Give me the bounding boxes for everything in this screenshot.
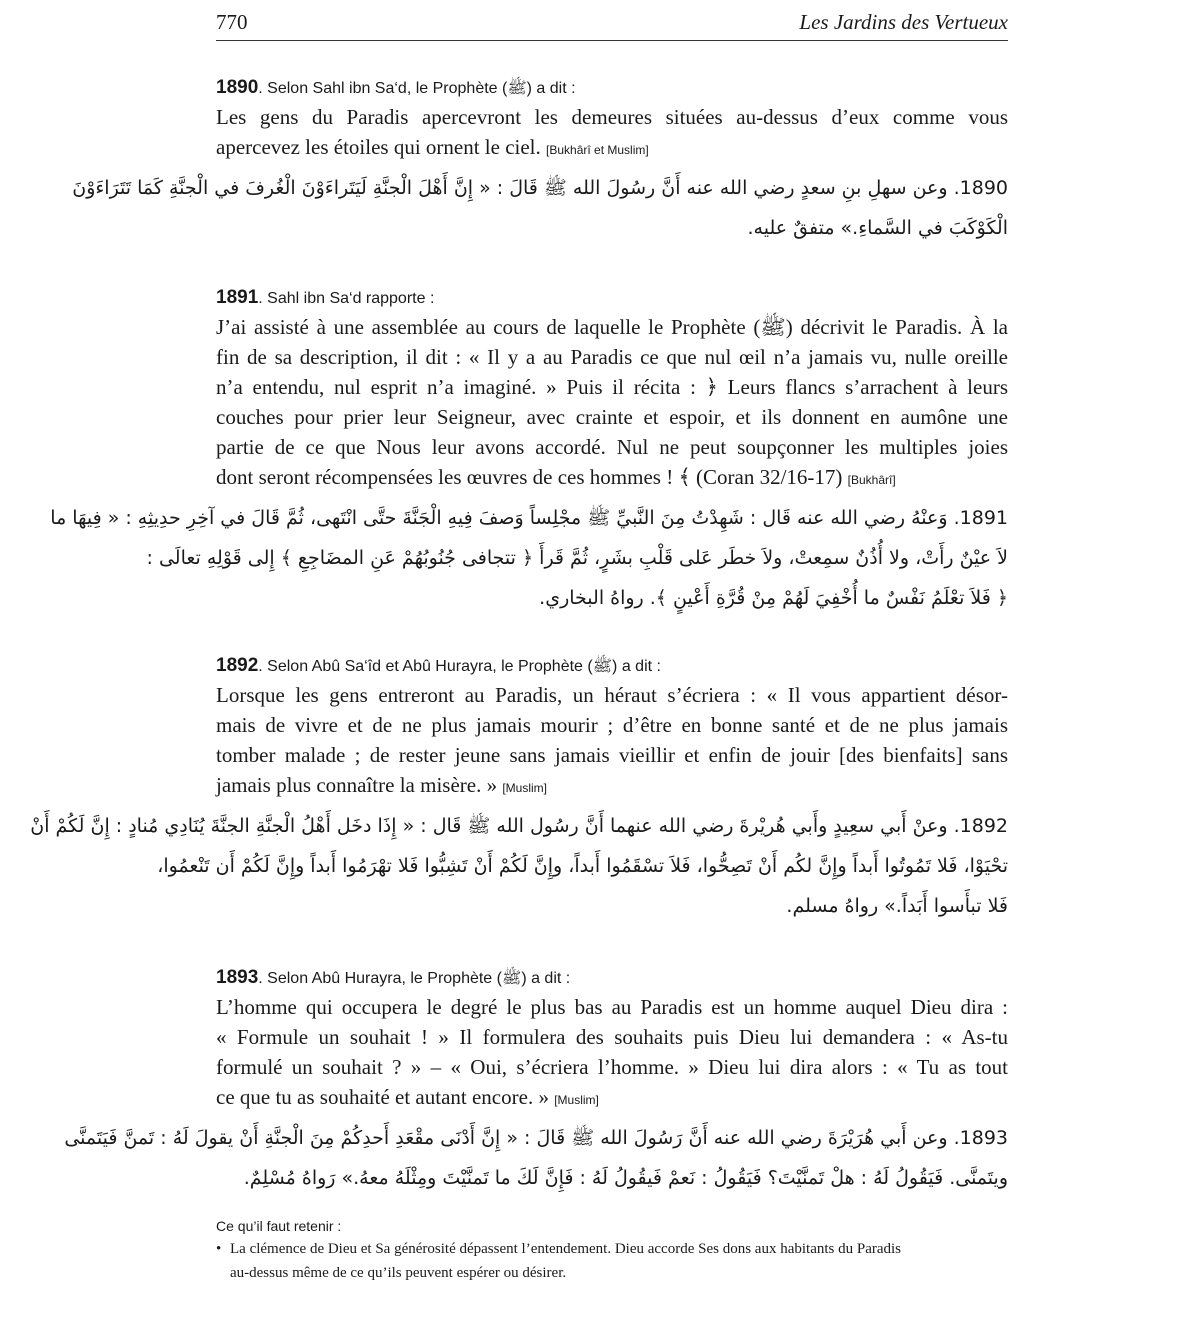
- arabic-line: فَلا تبأَسوا أَبَداً.» رواهُ مسلم.: [786, 895, 1008, 917]
- french-line: [216, 432, 1008, 462]
- french-text: n’a entendu, nul esprit n’a imaginé. » Puis il récita : ﴿ Leurs flancs s’arrachent à leurs: [216, 375, 1008, 399]
- french-text: L’homme qui occupera le degré le plus bas au Paradis est un homme auquel Dieu dira :: [216, 995, 1008, 1019]
- running-title: Les Jardins des Vertueux: [799, 10, 1008, 34]
- french-line: [216, 680, 1008, 710]
- french-line: [216, 1022, 1008, 1052]
- french-line: [216, 342, 1008, 372]
- french-line: [216, 740, 1008, 770]
- french-text: Lorsque les gens entreront au Paradis, un héraut s’écriera : « Il vous appartient désor-: [216, 683, 1008, 707]
- bullet-icon: •: [216, 1241, 222, 1257]
- french-text: « Formule un souhait ! » Il formulera des souhaits puis Dieu lui demandera : « As-tu: [216, 1025, 1008, 1049]
- french-line: [216, 462, 1008, 492]
- french-text: fin de sa description, il dit : « Il y a au Paradis ce que nul œil n’a jamais vu, nulle oreille: [216, 345, 1008, 369]
- french-text: Les gens du Paradis apercevront les demeures situées au-dessus d’eux comme vous: [216, 105, 1008, 129]
- retenir-item: [216, 1237, 1008, 1285]
- retenir-title: Ce qu’il faut retenir :: [216, 1218, 342, 1234]
- french-line: [216, 372, 1008, 402]
- french-text: tomber malade ; de rester jeune sans jamais vieillir et enfin de jouir [des bienfaits] sans: [216, 743, 1008, 767]
- retenir-line: La clémence de Dieu et Sa générosité dépassent l’entendement. Dieu accorde Ses dons aux habitants du Paradis: [230, 1241, 902, 1257]
- hadith-heading: [216, 286, 1008, 312]
- arabic-line: ﴿ فَلاَ تعْلَمُ نَفْسٌ ما أُخْفِيَ لَهُمْ مِنْ قُرَّةِ أَعْينٍ ﴾. رواهُ البخاري.: [539, 587, 1008, 609]
- french-text: dont seront récompensées les œuvres de ces hommes ! ﴾ (Coran 32/16-17): [216, 465, 843, 489]
- hadith-number: 1893: [216, 967, 259, 988]
- hadith-1891: [50, 286, 1008, 618]
- french-line: [216, 992, 1008, 1022]
- hadith-number: 1890: [216, 77, 259, 98]
- french-text: partie de ce que Nous leur avons accordé. Nul ne peut soupçonner les multiples joies: [216, 435, 1008, 459]
- arabic-line: تحْيَوْا، فَلا تَمُوتُوا أَبداً وإِنَّ لكُم أَنْ تَصِحُّوا، فَلاَ تسْقَمُوا أَبداً، وإِنَّ لَكُمْ أَنْ تَشِبُّوا فَلا تهْرَمُوا أَبداً وإِنَّ لَكُمْ أَن تَنْعمُوا،: [157, 855, 1008, 877]
- hadith-1893: [64, 966, 1008, 1198]
- french-line: [216, 402, 1008, 432]
- arabic-line: الْكَوْكَبَ في السَّماءِ.» متفقٌ عليه.: [747, 217, 1008, 239]
- french-text: couches pour prier leur Seigneur, avec crainte et espoir, et ils donnent en aumône une: [216, 405, 1008, 429]
- hadith-intro: . Selon Sahl ibn Sa‘d, le Prophète (ﷺ) a dit :: [258, 80, 576, 97]
- arabic-line: لاَ عيْنٌ رأَتْ، ولا أُذُنٌ سمِعتْ، ولاَ خطَر عَلى قَلْبِ بشَرٍ، ثُمَّ قَرأَ ﴿ تتجافى جُنُوبُهُمْ عَنِ المضَاجِعِ ﴾ إِلى قَوْلِهِ تعالَى :: [146, 547, 1008, 569]
- arabic-line: 1893. وعن أَبي هُرَيْرَةَ رضي الله عنه أَنَّ رَسُولَ الله ﷺ قَالَ : « إِنَّ أَدْنَى مقْعَدِ أَحدِكُمْ مِنَ الْجنَّةِ أَنْ يقولَ لَهُ : تَمنَّ فَيَتَمنَّى: [64, 1127, 1008, 1149]
- hadith-intro: . Selon Abû Hurayra, le Prophète (ﷺ) a dit :: [258, 970, 571, 987]
- hadith-intro: . Selon Abû Sa‘îd et Abû Hurayra, le Prophète (ﷺ) a dit :: [258, 658, 661, 675]
- source-reference: [Bukhârî]: [847, 473, 896, 487]
- hadith-heading: [216, 966, 1008, 992]
- arabic-line: 1892. وعنْ أَبي سعِيدٍ وأَبي هُريْرةَ رضي الله عنهما أَنَّ رسُول الله ﷺ قَال : « إِذَا دخَل أَهْلُ الْجنَّةِ الجنَّةَ يُنَادِي مُنادٍ : إِنَّ لَكُمْ أَنْ: [30, 815, 1008, 837]
- hadith-intro: . Sahl ibn Sa‘d rapporte :: [258, 290, 435, 307]
- hadith-number: 1892: [216, 655, 259, 676]
- source-reference: [Muslim]: [502, 781, 548, 795]
- french-line: [216, 1082, 1008, 1112]
- hadith-1892: [30, 654, 1008, 926]
- french-text: formulé un souhait ? » – « Oui, s’écriera l’homme. » Dieu lui dira alors : « Tu as tout: [216, 1055, 1008, 1079]
- retenir-box: [216, 1215, 1008, 1285]
- hadith-1890: [72, 76, 1008, 248]
- retenir-line: au-dessus même de ce qu’ils peuvent espérer ou désirer.: [230, 1265, 567, 1281]
- header-rule: [216, 40, 1008, 41]
- french-line: [216, 1052, 1008, 1082]
- french-text: jamais plus connaître la misère. »: [216, 773, 498, 797]
- french-line: [216, 132, 1008, 162]
- arabic-line: 1890. وعن سهلِ بنِ سعدٍ رضي الله عنه أَنَّ رسُولَ الله ﷺ قَالَ : « إِنَّ أَهْلَ الْجنَّةِ لَيَتَراءَوْنَ الْغُرفَ في الْجنَّةِ كَمَا تَتَرَاءَوْنَ: [72, 177, 1008, 199]
- source-reference: [Muslim]: [554, 1093, 599, 1107]
- french-line: [216, 102, 1008, 132]
- french-line: [216, 770, 1008, 800]
- hadith-heading: [216, 654, 1008, 680]
- arabic-line: ويتَمنَّى. فَيَقُولُ لَهُ : هلْ تَمنَّيْتَ؟ فَيَقُولُ : نَعمْ فَيقُولُ لَهُ : فَإِنَّ لَكَ ما تَمنَّيْتَ ومِثْلَهُ معهُ.» رَواهُ مُسْلِمٌ.: [243, 1167, 1008, 1189]
- french-text: J’ai assisté à une assemblée au cours de laquelle le Prophète (ﷺ) décrivit le Paradis. À la: [216, 315, 1008, 339]
- page-number: 770: [216, 10, 248, 34]
- french-line: [216, 710, 1008, 740]
- french-text: ce que tu as souhaité et autant encore. »: [216, 1085, 549, 1109]
- hadith-heading: [216, 76, 1008, 102]
- source-reference: [Bukhârî et Muslim]: [546, 143, 649, 157]
- french-line: [216, 312, 1008, 342]
- arabic-line: 1891. وَعنْهُ رضي الله عنه قَال : شَهِدْتُ مِنَ النَّبيِّ ﷺ مجْلِساً وَصفَ فِيهِ الْجَنَّةَ حتَّى انْتَهى، ثُمَّ قَالَ في آخِرِ حدِيثِهِ : « فِيهَا ما: [50, 507, 1008, 529]
- hadith-number: 1891: [216, 287, 259, 308]
- french-text: apercevez les étoiles qui ornent le ciel.: [216, 135, 541, 159]
- french-text: mais de vivre et de ne plus jamais mourir ; d’être en bonne santé et de ne plus jamais: [216, 713, 1008, 737]
